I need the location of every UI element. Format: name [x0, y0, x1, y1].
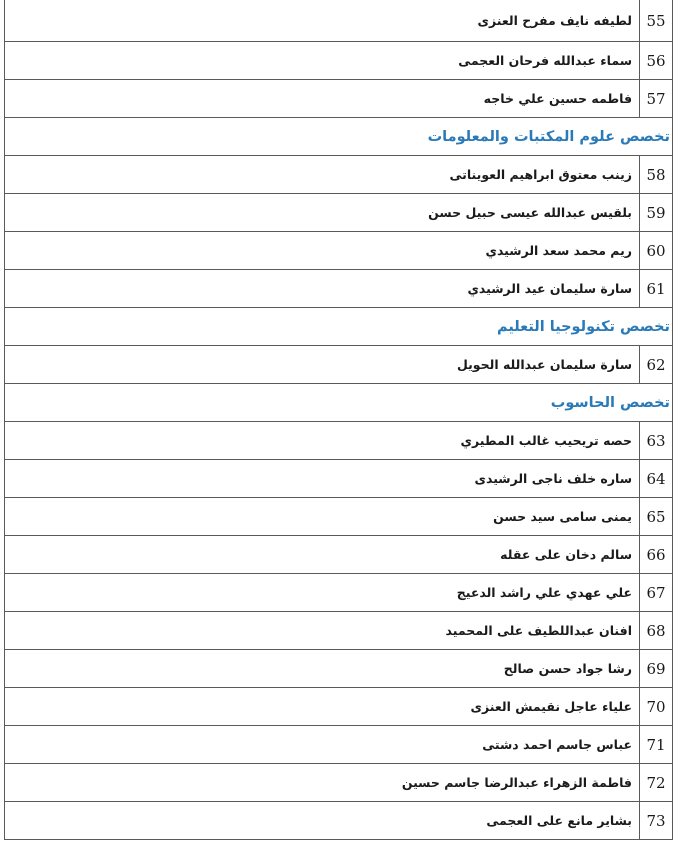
table-row — [4, 802, 673, 840]
row-number: 56 — [639, 42, 672, 79]
student-name: يمنى سامى سيد حسن — [493, 509, 632, 524]
student-name: علياء عاجل نقيمش العنزى — [470, 699, 632, 714]
row-number: 67 — [639, 574, 672, 611]
table-row — [4, 270, 673, 308]
table-row — [4, 156, 673, 194]
table-row — [4, 498, 673, 536]
row-number: 64 — [639, 460, 672, 497]
table-row — [4, 764, 673, 802]
row-number: 61 — [639, 270, 672, 307]
table-row — [4, 80, 673, 118]
table-row — [4, 612, 673, 650]
student-name: بلقيس عبدالله عيسى حبيل حسن — [428, 205, 632, 220]
row-number: 68 — [639, 612, 672, 649]
student-name: سارة سليمان عبدالله الحويل — [456, 357, 632, 372]
student-name: بشاير مانع على العجمى — [486, 813, 632, 828]
student-name: زينب معتوق ابراهيم العويناتى — [449, 167, 632, 182]
table-row — [4, 574, 673, 612]
student-name: سالم دخان على عقله — [500, 547, 632, 562]
row-number: 73 — [639, 802, 672, 839]
student-name: فاطمه حسين علي خاجه — [483, 91, 632, 106]
row-number: 69 — [639, 650, 672, 687]
table-row — [4, 536, 673, 574]
row-number: 70 — [639, 688, 672, 725]
student-name: عباس جاسم احمد دشتى — [482, 737, 632, 752]
student-name: رشا جواد حسن صالح — [503, 661, 632, 676]
row-number: 55 — [639, 0, 672, 41]
student-name: علي عهدي علي راشد الدعيج — [456, 585, 632, 600]
table-row — [4, 346, 673, 384]
student-name: سماء عبدالله فرحان العجمى — [458, 53, 632, 68]
row-number: 62 — [639, 346, 672, 383]
table-row — [4, 232, 673, 270]
row-number: 65 — [639, 498, 672, 535]
table-row — [4, 650, 673, 688]
row-number: 72 — [639, 764, 672, 801]
row-number: 59 — [639, 194, 672, 231]
student-name: لطيفه نايف مفرح العنزى — [477, 13, 632, 28]
row-number: 58 — [639, 156, 672, 193]
student-name: حصه تريحيب غالب المطيري — [460, 433, 632, 448]
row-number: 66 — [639, 536, 672, 573]
student-name: ريم محمد سعد الرشيدي — [485, 243, 632, 258]
section-heading: تخصص الحاسوب — [4, 384, 673, 422]
table-row — [4, 422, 673, 460]
row-number: 63 — [639, 422, 672, 459]
table-row — [4, 0, 673, 42]
student-name: ساره خلف ناجى الرشيدى — [474, 471, 632, 486]
section-heading: تخصص تكنولوجيا التعليم — [4, 308, 673, 346]
table-row — [4, 726, 673, 764]
table-row — [4, 194, 673, 232]
table-row — [4, 42, 673, 80]
student-name: سارة سليمان عيد الرشيدي — [467, 281, 632, 296]
row-number: 71 — [639, 726, 672, 763]
student-name: افنان عبداللطيف على المحميد — [445, 623, 632, 638]
row-number: 60 — [639, 232, 672, 269]
section-heading: تخصص علوم المكتبات والمعلومات — [4, 118, 673, 156]
table-row — [4, 688, 673, 726]
student-name: فاطمة الزهراء عبدالرضا جاسم حسين — [401, 775, 632, 790]
names-table — [4, 0, 673, 840]
row-number: 57 — [639, 80, 672, 117]
table-row — [4, 460, 673, 498]
